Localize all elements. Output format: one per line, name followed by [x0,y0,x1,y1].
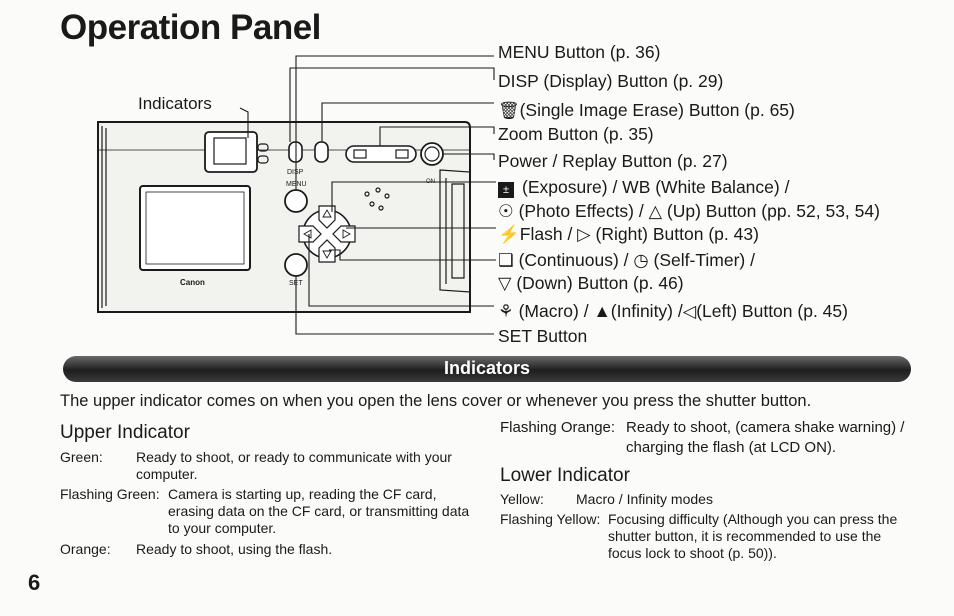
menu-label: MENU [286,181,307,188]
page-number: 6 [28,570,41,595]
menu-button [285,190,307,212]
indicators-callout: Indicators [138,94,212,113]
callout-flash-button: ⚡Flash / ▷ (Right) Button (p. 43) [498,224,759,244]
callout-set-button: SET Button [498,326,588,346]
set-label: SET [289,280,303,287]
row-key: Flashing Green: [60,486,160,502]
upper-row-flashing-orange [500,418,910,458]
banner-title: Indicators [443,358,531,378]
self-timer-icon: ◷ [633,250,649,270]
row-key: Green: [60,449,103,465]
upper-row-orange [60,541,470,559]
row-key: Orange: [60,541,111,557]
photo-effects-icon: ☉ [498,201,514,221]
callout-photo-effects-button: ☉ (Photo Effects) / △ (Up) Button (pp. 52, 53, 54) [498,201,880,221]
lower-row-flashing-yellow [500,511,910,565]
callout-power-button: Power / Replay Button (p. 27) [498,151,728,171]
power-button [421,143,443,165]
callout-continuous-button: ❑ (Continuous) / ◷ (Self-Timer) / [498,250,755,270]
page-title: Operation Panel [60,8,321,47]
flash-icon: ⚡ [498,224,520,244]
callout-erase-button: 🗑(Single Image Erase) Button (p. 65) [498,100,795,120]
row-value: Macro / Infinity modes [576,491,713,507]
callout-menu-button: MENU Button (p. 36) [498,42,661,62]
callout-disp-button: DISP (Display) Button (p. 29) [498,71,724,91]
zoom-button [346,146,416,162]
intro-text: The upper indicator comes on when you open the lens cover or whenever you press the shutter button. [60,392,812,410]
row-value: Ready to shoot, using the flash. [136,541,333,557]
left-arrow-icon: ◁ [682,301,697,321]
indicators-banner [63,356,911,382]
row-value: Ready to shoot, or ready to communicate with your computer. [136,449,452,482]
upper-row-green [60,449,470,483]
row-value: Ready to shoot, (camera shake warning) / charging the flash (at LCD ON). [626,419,905,456]
erase-button [315,142,328,162]
lower-indicator-heading: Lower Indicator [500,465,630,486]
exposure-icon: ± [498,182,514,198]
disp-label: DISP [287,169,304,176]
row-key: Flashing Orange: [500,419,616,436]
callout-macro-button: ⚘ (Macro) / ▲(Infinity) /◁(Left) Button (p. 45) [498,301,848,321]
callout-exposure-button: ± (Exposure) / WB (White Balance) / [498,177,789,198]
row-key: Flashing Yellow: [500,511,601,527]
brand-logo: Canon [180,278,205,287]
set-button [285,254,307,276]
macro-icon: ⚘ [498,301,514,321]
callout-down-button: ▽ (Down) Button (p. 46) [498,273,684,293]
lcd-screen [140,186,250,270]
upper-indicator-heading: Upper Indicator [60,422,190,443]
row-value: Focusing difficulty (Although you can press the shutter button, it is recommended to use the focus lock to shoot (p. 50)). [608,511,898,561]
continuous-icon: ❑ [498,250,514,270]
lower-row-yellow [500,491,910,509]
infinity-icon: ▲ [593,301,611,321]
on-label: ON [426,179,435,185]
upper-row-flashing-green [60,486,470,540]
erase-icon: 🗑 [498,101,520,120]
row-value: Camera is starting up, reading the CF card, erasing data on the CF card, or transmitting data to your computer. [168,486,470,536]
callout-zoom-button: Zoom Button (p. 35) [498,124,654,144]
row-key: Yellow: [500,491,544,507]
